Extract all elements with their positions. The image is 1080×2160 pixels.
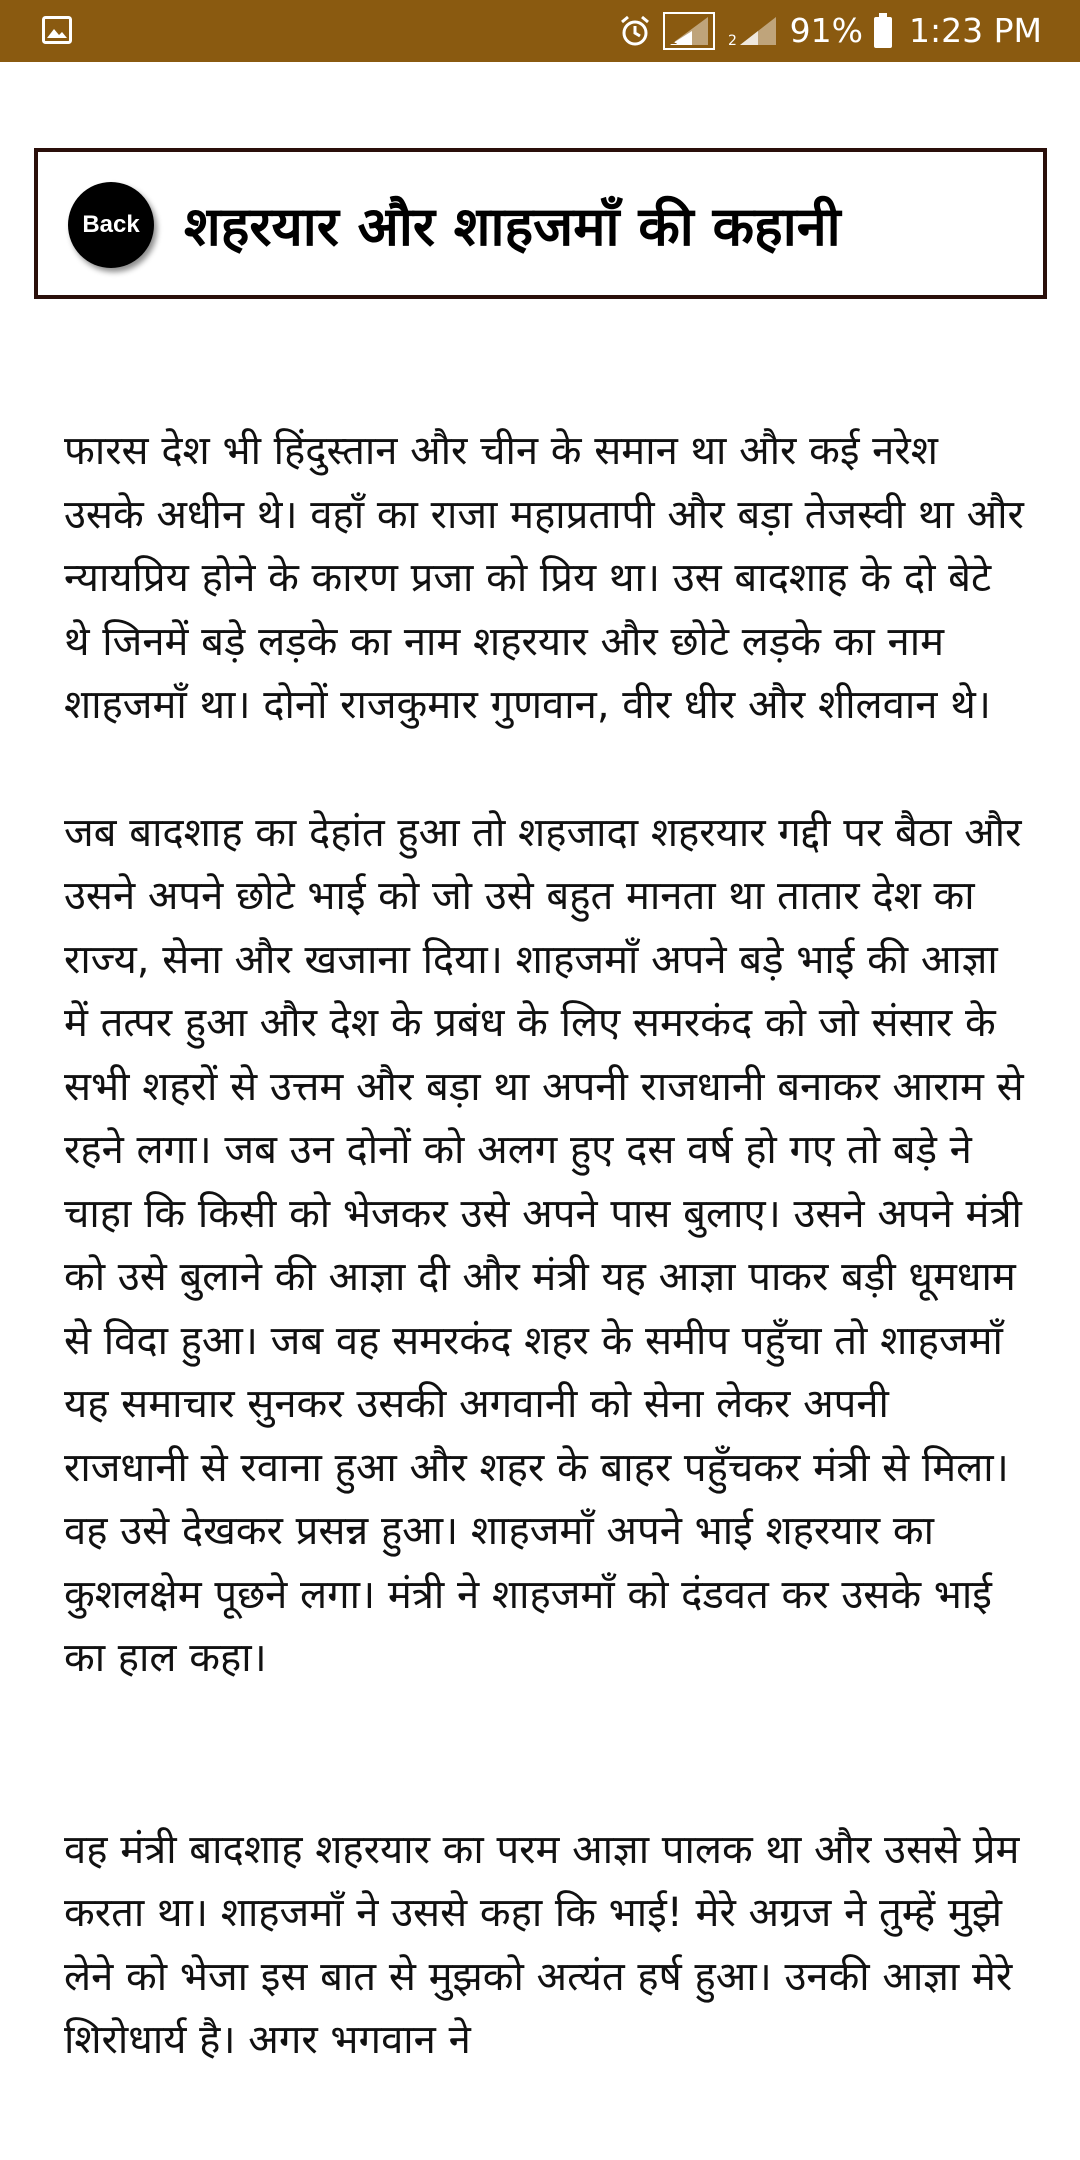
- signal-sim2-icon: [726, 11, 780, 51]
- alarm-icon: [618, 14, 652, 48]
- svg-text:1: 1: [669, 33, 678, 47]
- status-icons: [618, 0, 1042, 62]
- story-paragraph: जब बादशाह का देहांत हुआ तो शहजादा शहरयार गद्दी पर बैठा और उसने अपने छोटे भाई को जो उसे बहुत मानता था तातार देश का राज्य, सेना और खजाना दिया। शाहजमाँ अपने बड़े भाई की आज्ञा में तत्पर हुआ और देश के प्रबंध के लिए समरकंद को जो संसार के सभी शहरों से उत्तम और बड़ा था अपनी राजधानी बनाकर आराम से रहने लगा। जब उन दोनों को अलग हुए दस वर्ष हो गए तो बड़े ने चाहा कि किसी को भेजकर उसे अपने पास बुलाए। उसने अपने मंत्री को उसे बुलाने की आज्ञा दी और मंत्री यह आज्ञा पाकर बड़ी धूमधाम से विदा हुआ। जब वह समरकंद शहर के समीप पहुँचा तो शाहजमाँ यह समाचार सुनकर उसकी अगवानी को सेना लेकर अपनी राजधानी से रवाना हुआ और शहर के बाहर पहुँचकर मंत्री से मिला। वह उसे देखकर प्रसन्न हुआ। शाहजमाँ अपने भाई शहरयार का कुशलक्षेम पूछने लगा। मंत्री ने शाहजमाँ को दंडवत कर उसके भाई का हाल कहा।: [64, 809, 1024, 1681]
- gallery-icon: [42, 16, 72, 44]
- story-paragraph: फारस देश भी हिंदुस्तान और चीन के समान था और कई नरेश उसके अधीन थे। वहाँ का राजा महाप्रतापी और बड़ा तेजस्वी था और न्यायप्रिय होने के कारण प्रजा को प्रिय था। उस बादशाह के दो बेटे थे जिनमें बड़े लड़के का नाम शहरयार और छोटे लड़के का नाम शाहजमाँ था। दोनों राजकुमार गुणवान, वीर धीर और शीलवान थे।: [64, 428, 1024, 728]
- page-title: शहरयार और शाहजमाँ की कहानी: [184, 194, 841, 258]
- signal-sim1-icon: [662, 11, 716, 51]
- status-bar: [0, 0, 1080, 62]
- battery-percent: 91%: [789, 11, 864, 50]
- story-paragraph: वह मंत्री बादशाह शहरयार का परम आज्ञा पालक था और उससे प्रेम करता था। शाहजमाँ ने उससे कहा कि भाई! मेरे अग्रज ने तुम्हें मुझे लेने को भेजा इस बात से मुझको अत्यंत हर्ष हुआ। उनकी आज्ञा मेरे शिरोधार्य है। अगर भगवान ने: [64, 1826, 1020, 2063]
- back-button[interactable]: Back: [68, 182, 154, 268]
- story-content: [64, 420, 1024, 2073]
- clock-time: 1:23 PM: [909, 11, 1042, 50]
- story-header: [34, 148, 1047, 299]
- svg-text:2: 2: [727, 33, 737, 49]
- battery-icon: [873, 13, 893, 49]
